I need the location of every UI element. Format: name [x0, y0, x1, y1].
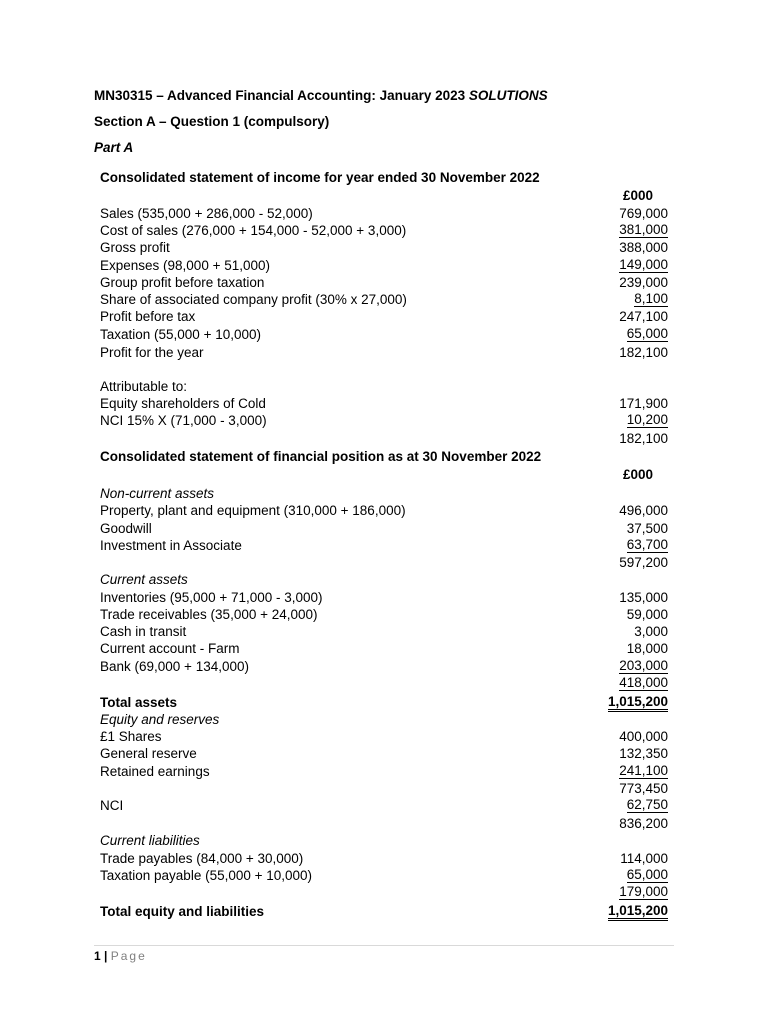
- row-label: Equity and reserves: [100, 712, 220, 727]
- position-row: [100, 711, 668, 728]
- row-value: 836,200: [619, 816, 668, 831]
- row-value: 179,000: [619, 884, 668, 899]
- income-row: [100, 412, 668, 429]
- income-row: [100, 344, 668, 361]
- row-value: 239,000: [619, 275, 668, 290]
- income-row: [100, 257, 668, 274]
- row-value: 1,015,200: [608, 903, 668, 921]
- row-value: 182,100: [619, 431, 668, 446]
- position-row: [100, 850, 668, 867]
- row-value: 171,900: [619, 396, 668, 411]
- position-row: [100, 675, 668, 692]
- row-value: 773,450: [619, 781, 668, 796]
- row-label: Investment in Associate: [100, 538, 242, 553]
- row-label: Total assets: [100, 695, 178, 710]
- page-footer: [94, 949, 147, 963]
- page-separator: |: [100, 949, 111, 963]
- row-value: 241,100: [619, 763, 668, 778]
- row-label: Equity shareholders of Cold: [100, 396, 266, 411]
- row-label: Goodwill: [100, 521, 152, 536]
- page-word: Page: [110, 949, 147, 963]
- row-label: Gross profit: [100, 240, 170, 255]
- position-row: [100, 797, 668, 814]
- document-title-italic: SOLUTIONS: [468, 88, 548, 103]
- row-value: 8,100: [634, 291, 668, 306]
- row-label: Sales (535,000 + 286,000 - 52,000): [100, 206, 313, 221]
- row-value: 418,000: [619, 675, 668, 690]
- position-row: [100, 903, 668, 920]
- income-row: [100, 222, 668, 239]
- position-row: [100, 745, 668, 762]
- position-row: [100, 640, 668, 657]
- row-value: 63,700: [626, 537, 668, 552]
- income-row: [100, 378, 668, 395]
- row-label: Share of associated company profit (30% x 27,000): [100, 292, 407, 307]
- row-value: 1,015,200: [608, 694, 668, 712]
- row-label: Current assets: [100, 572, 188, 587]
- row-label: Current account - Farm: [100, 641, 240, 656]
- part-heading: Part A: [94, 140, 134, 155]
- row-label: Attributable to:: [100, 379, 188, 394]
- position-statement-title: Consolidated statement of financial position as at 30 November 2022: [100, 449, 542, 464]
- income-row: [100, 274, 668, 291]
- row-value: 769,000: [619, 206, 668, 221]
- row-value: 496,000: [619, 503, 668, 518]
- row-value: 114,000: [620, 851, 668, 866]
- row-label: Taxation (55,000 + 10,000): [100, 327, 261, 342]
- position-row: [100, 485, 668, 502]
- page-number: 1: [94, 949, 101, 963]
- row-label: Profit before tax: [100, 309, 196, 324]
- row-value: 132,350: [619, 746, 668, 761]
- income-row: [100, 308, 668, 325]
- position-row: [100, 763, 668, 780]
- row-value: 149,000: [619, 257, 668, 272]
- row-label: Trade payables (84,000 + 30,000): [100, 851, 304, 866]
- row-label: Taxation payable (55,000 + 10,000): [100, 868, 313, 883]
- document-title: [94, 88, 548, 103]
- row-value: 37,500: [626, 521, 668, 536]
- position-row: [100, 884, 668, 901]
- row-label: Inventories (95,000 + 71,000 - 3,000): [100, 590, 323, 605]
- row-value: 135,000: [619, 590, 668, 605]
- row-value: 65,000: [626, 867, 668, 882]
- position-row: [100, 694, 668, 711]
- row-label: Cost of sales (276,000 + 154,000 - 52,000 + 3,000): [100, 223, 407, 238]
- income-unit-label: £000: [622, 188, 653, 203]
- row-label: Group profit before taxation: [100, 275, 265, 290]
- position-row: [100, 658, 668, 675]
- position-row: [100, 537, 668, 554]
- income-row: [100, 239, 668, 256]
- position-row: [100, 520, 668, 537]
- row-value: 18,000: [626, 641, 668, 656]
- row-label: Retained earnings: [100, 764, 210, 779]
- row-value: 247,100: [619, 309, 668, 324]
- position-row: [100, 589, 668, 606]
- row-label: Trade receivables (35,000 + 24,000): [100, 607, 318, 622]
- row-value: 65,000: [626, 326, 668, 341]
- income-statement-title: Consolidated statement of income for year ended 30 November 2022: [100, 170, 540, 185]
- row-value: 388,000: [619, 240, 668, 255]
- income-row: [100, 430, 668, 447]
- row-label: Cash in transit: [100, 624, 187, 639]
- position-row: [100, 867, 668, 884]
- row-label: Total equity and liabilities: [100, 904, 265, 919]
- row-label: £1 Shares: [100, 729, 162, 744]
- row-value: 597,200: [619, 555, 668, 570]
- position-row: [100, 832, 668, 849]
- row-value: 59,000: [626, 607, 668, 622]
- position-row: [100, 502, 668, 519]
- income-row: [100, 205, 668, 222]
- row-label: Non-current assets: [100, 486, 215, 501]
- row-label: Expenses (98,000 + 51,000): [100, 258, 270, 273]
- row-value: 62,750: [626, 797, 668, 812]
- income-row: [100, 326, 668, 343]
- position-unit-label: £000: [622, 467, 653, 482]
- row-value: 3,000: [634, 624, 668, 639]
- document-title-main: MN30315 – Advanced Financial Accounting: January 2023: [94, 88, 469, 103]
- row-label: Profit for the year: [100, 345, 204, 360]
- income-row: [100, 291, 668, 308]
- position-row: [100, 623, 668, 640]
- row-label: General reserve: [100, 746, 197, 761]
- position-row: [100, 780, 668, 797]
- row-value: 10,200: [626, 412, 668, 427]
- position-row: [100, 571, 668, 588]
- position-row: [100, 728, 668, 745]
- footer-divider: [94, 945, 674, 946]
- row-value: 203,000: [619, 658, 668, 673]
- row-label: NCI: [100, 798, 124, 813]
- income-row: [100, 395, 668, 412]
- row-label: NCI 15% X (71,000 - 3,000): [100, 413, 267, 428]
- row-value: 381,000: [619, 222, 668, 237]
- row-label: Current liabilities: [100, 833, 200, 848]
- row-value: 182,100: [619, 345, 668, 360]
- row-value: 400,000: [619, 729, 668, 744]
- position-row: [100, 815, 668, 832]
- row-label: Property, plant and equipment (310,000 + 186,000): [100, 503, 406, 518]
- row-label: Bank (69,000 + 134,000): [100, 659, 249, 674]
- position-row: [100, 606, 668, 623]
- position-row: [100, 554, 668, 571]
- section-heading: Section A – Question 1 (compulsory): [94, 114, 330, 129]
